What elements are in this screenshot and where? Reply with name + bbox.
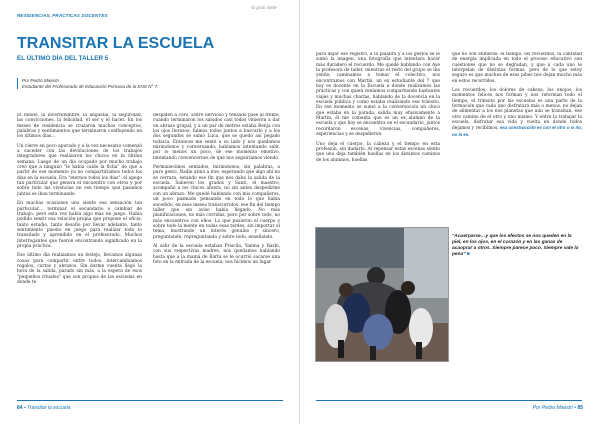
column-2 xyxy=(153,113,280,396)
pull-quote xyxy=(452,234,582,258)
group-hug-photo xyxy=(315,227,449,362)
column-3 xyxy=(316,52,440,228)
paragraph xyxy=(452,88,582,138)
paragraph: para dejar ese registro, a la palabra y a los gestos se le sumó la imagen, una fotografía que intentara hacer más duradero el recuerdo. Me quedé hablando con Aye la profesora de taller, mientras el resto del grupo se iba yendo, caminamos a tomar el colectivo, nos encontramos con Martín, un ex estudiante del 7 que hoy es docente en la Escuela e donde realizamos las prácticas y con quien veníamos compartiendo bastantes viajes y muchas charlas, hablando de la docencia en la escuela pública y como estaba realizando ese tránsito. En ese momento se sumó a la conversación un chico que estaba en la parada, salida muy efusivamente a Martín, él me comenta que es un ex alumno de la escuela y que hoy se encuentra en el secundario, juntos recordaron escenas, vivencias, compañeros, experiencias y se despidieron. xyxy=(316,52,440,138)
running-header: -la gran siete- xyxy=(250,5,278,10)
emphasis-text: esa construcción es con el otro o si no, no la es. xyxy=(452,125,582,137)
paragraph: El miedo, la incertidumbre, la angustia, la seguridad, las convicciones, la felicidad, el ser y el hacer. En los meses de residencia se cruzaron muchos conceptos, palabras y sentimientos que terminaron confluyendo en los últimos días… xyxy=(17,113,142,140)
paragraph: despiden a coro. Entré nervioso y tensado pasé al frente, cuando terminaron los saludos casi todos vinieron a dar un abrazo grupal, y a un par de metros estaba Benja con los ojos llorosos; fuimos todos juntos a buscarlo y a los dos segundos se sumó Luca, que se quedó así pegado todavía. Entonces me senté a su lado y nos quedamos mirándonos y conversando; hablamos intentando salir, por lo menos un poco, de ese momento emotivo, intentando convencernos de que nos seguiríamos viendo. xyxy=(153,113,280,161)
footer-left xyxy=(17,405,70,411)
paragraph: Permanecimos sentados, mirándonos, sin palabras, a puro gesto. Nadie atinó a irse, esperando que algo ahí no se cerrara, estando ese fin que nos daba la salida de la escuela. Salieron los grados y Santi, el maestro, acompañó a los chicos afuera, no sin antes despedirme con un abrazo. Me quedé hablando con mis compañeros, un poco pasmado pensando en todo lo que había sucedido, en esos meses transcurridos, ese fin del tiempo taller que sin aviso había llegado. No más planificaciones, no más corridas, pero por sobre todo, no más encuentros con ellos. Lo que pusieron el cuerpo y sobre todo la mente en todas esas tardes, sin importar el tema, mostrando un interés genuino y sincero, preguntando, repreguntando y sobre todo, enseñando. xyxy=(153,165,280,240)
column-4 xyxy=(452,52,582,230)
quote-end-mark: ■ xyxy=(466,252,470,257)
footer-right xyxy=(533,405,583,411)
footer-separator: • xyxy=(574,405,578,411)
byline xyxy=(17,78,292,89)
footer-author: Por Pedro Maestri xyxy=(532,405,573,411)
paragraph: Un cierre en poco apurado y a la vez necesario comenzó a suceder con las devoluciones de los trabajos integradores que realizaron los chicos en la última semana. Luego de un día ocupado por mucho trabajo creo que a ninguno "le había caído la ficha" de que a partir de ese momento ya no compartiríamos todos los días en la escuela. Era "eternos todos los días", el apego tan particular que genera el encuentro con otros y por sobre todo las vivencias en ese tiempo que pasamos juntos se iban terminando. xyxy=(17,143,142,197)
paragraph: Ese último día realizamos un festejo, llevamos algunas cosas para compartir entre todos, intercambiamos regalos, cartas y abrazos. Sin darme cuenta llegó la hora de la salida, parado sin más, a la espera de esos "pequeños rituales" que son propios de las escuelas en donde te xyxy=(17,253,142,285)
pull-quote-text: "Acuerparse…y que los efectos se nos queden en la piel, en los ojos, en el corazón y en las ganas de acaoprar a otros. Siempre parece poco. Siempre vale la pena" xyxy=(452,234,579,257)
footer-rule-right xyxy=(316,400,582,401)
footer-rule-left xyxy=(17,400,283,401)
photo-illustration xyxy=(316,228,448,361)
author-name: Por Pedro Maestri xyxy=(22,78,60,83)
section-label: RESIDENCIAS, PRÁCTICAS DOCENTES xyxy=(17,13,108,18)
paragraph-text: Los recuerdos, los dolores de cabeza, los enojos, los momentos felices nos forman y nos reforman todo el tiempo; el tránsito por las escuelas es una parte de la formación que cada uno disfrutará más o menos, no dejan de alimentar a los nos planetas que aún se transitan, ese otro camino de el otro y uno mismo. Y entre la trabajar la escuela, disfrutar esa vida y vuelta en donde todos dejamos y recibimos, xyxy=(452,88,582,132)
footer-title: Transitar la escuela xyxy=(27,405,71,411)
author-affiliation: Estudiante del Profesorado de Educación Primaria de la ENS N° 7. xyxy=(22,83,159,89)
page-number-left: 84 xyxy=(17,405,23,411)
page-spine xyxy=(299,0,300,424)
paragraph: Al salir de la escuela estaban Priscila, Yanina y Barbi, con sus respectivas madres, nos quedamos hablando hasta que a la mamá de Barbi se le ocurrió sacarse una foto en la entrada de la escuela; nos hicimos un lugar xyxy=(153,243,280,265)
article-subtitle: EL ÚLTIMO DÍA DEL TALLER 5 xyxy=(17,55,109,62)
footer-separator: • xyxy=(23,405,28,411)
article-title: TRANSITAR LA ESCUELA xyxy=(17,35,215,52)
page-number-right: 85 xyxy=(577,405,583,411)
paragraph: En muchas ocasiones uno siente esa sensación tan particular… terminar el secundario o cambiar de trabajo, pero esta vez había algo más en juego. Había podido sentir esa relación propia que propone el oficio; tanto estudio, tanto desafío por llevar adelante, tanto sentimiento puesto en juego para realizar todo lo transitado y aprendido en el profesorado. Muchos interrogantes que fueron encontrando significado en la propia práctica. xyxy=(17,201,142,249)
paragraph: Uno deja el cuerpo, la cabeza y el tiempo en esta profesión, sin dudarlo. Al repensar estas escenas siento que uno deja también huellas en los distintos caminos de los alumnos, huellas xyxy=(316,141,440,163)
paragraph: que no son efímeras: el tiempo, los recuerdos, la cantidad de energía implicada en todo el proceso educativo son cuestiones que no se degradan, y que a cada uno le interpelan de distintas formas, pero de lo que estoy seguro es que muchos de esos pibes nos dejan mucho más en estos recorridos. xyxy=(452,52,582,84)
column-1 xyxy=(17,113,142,396)
